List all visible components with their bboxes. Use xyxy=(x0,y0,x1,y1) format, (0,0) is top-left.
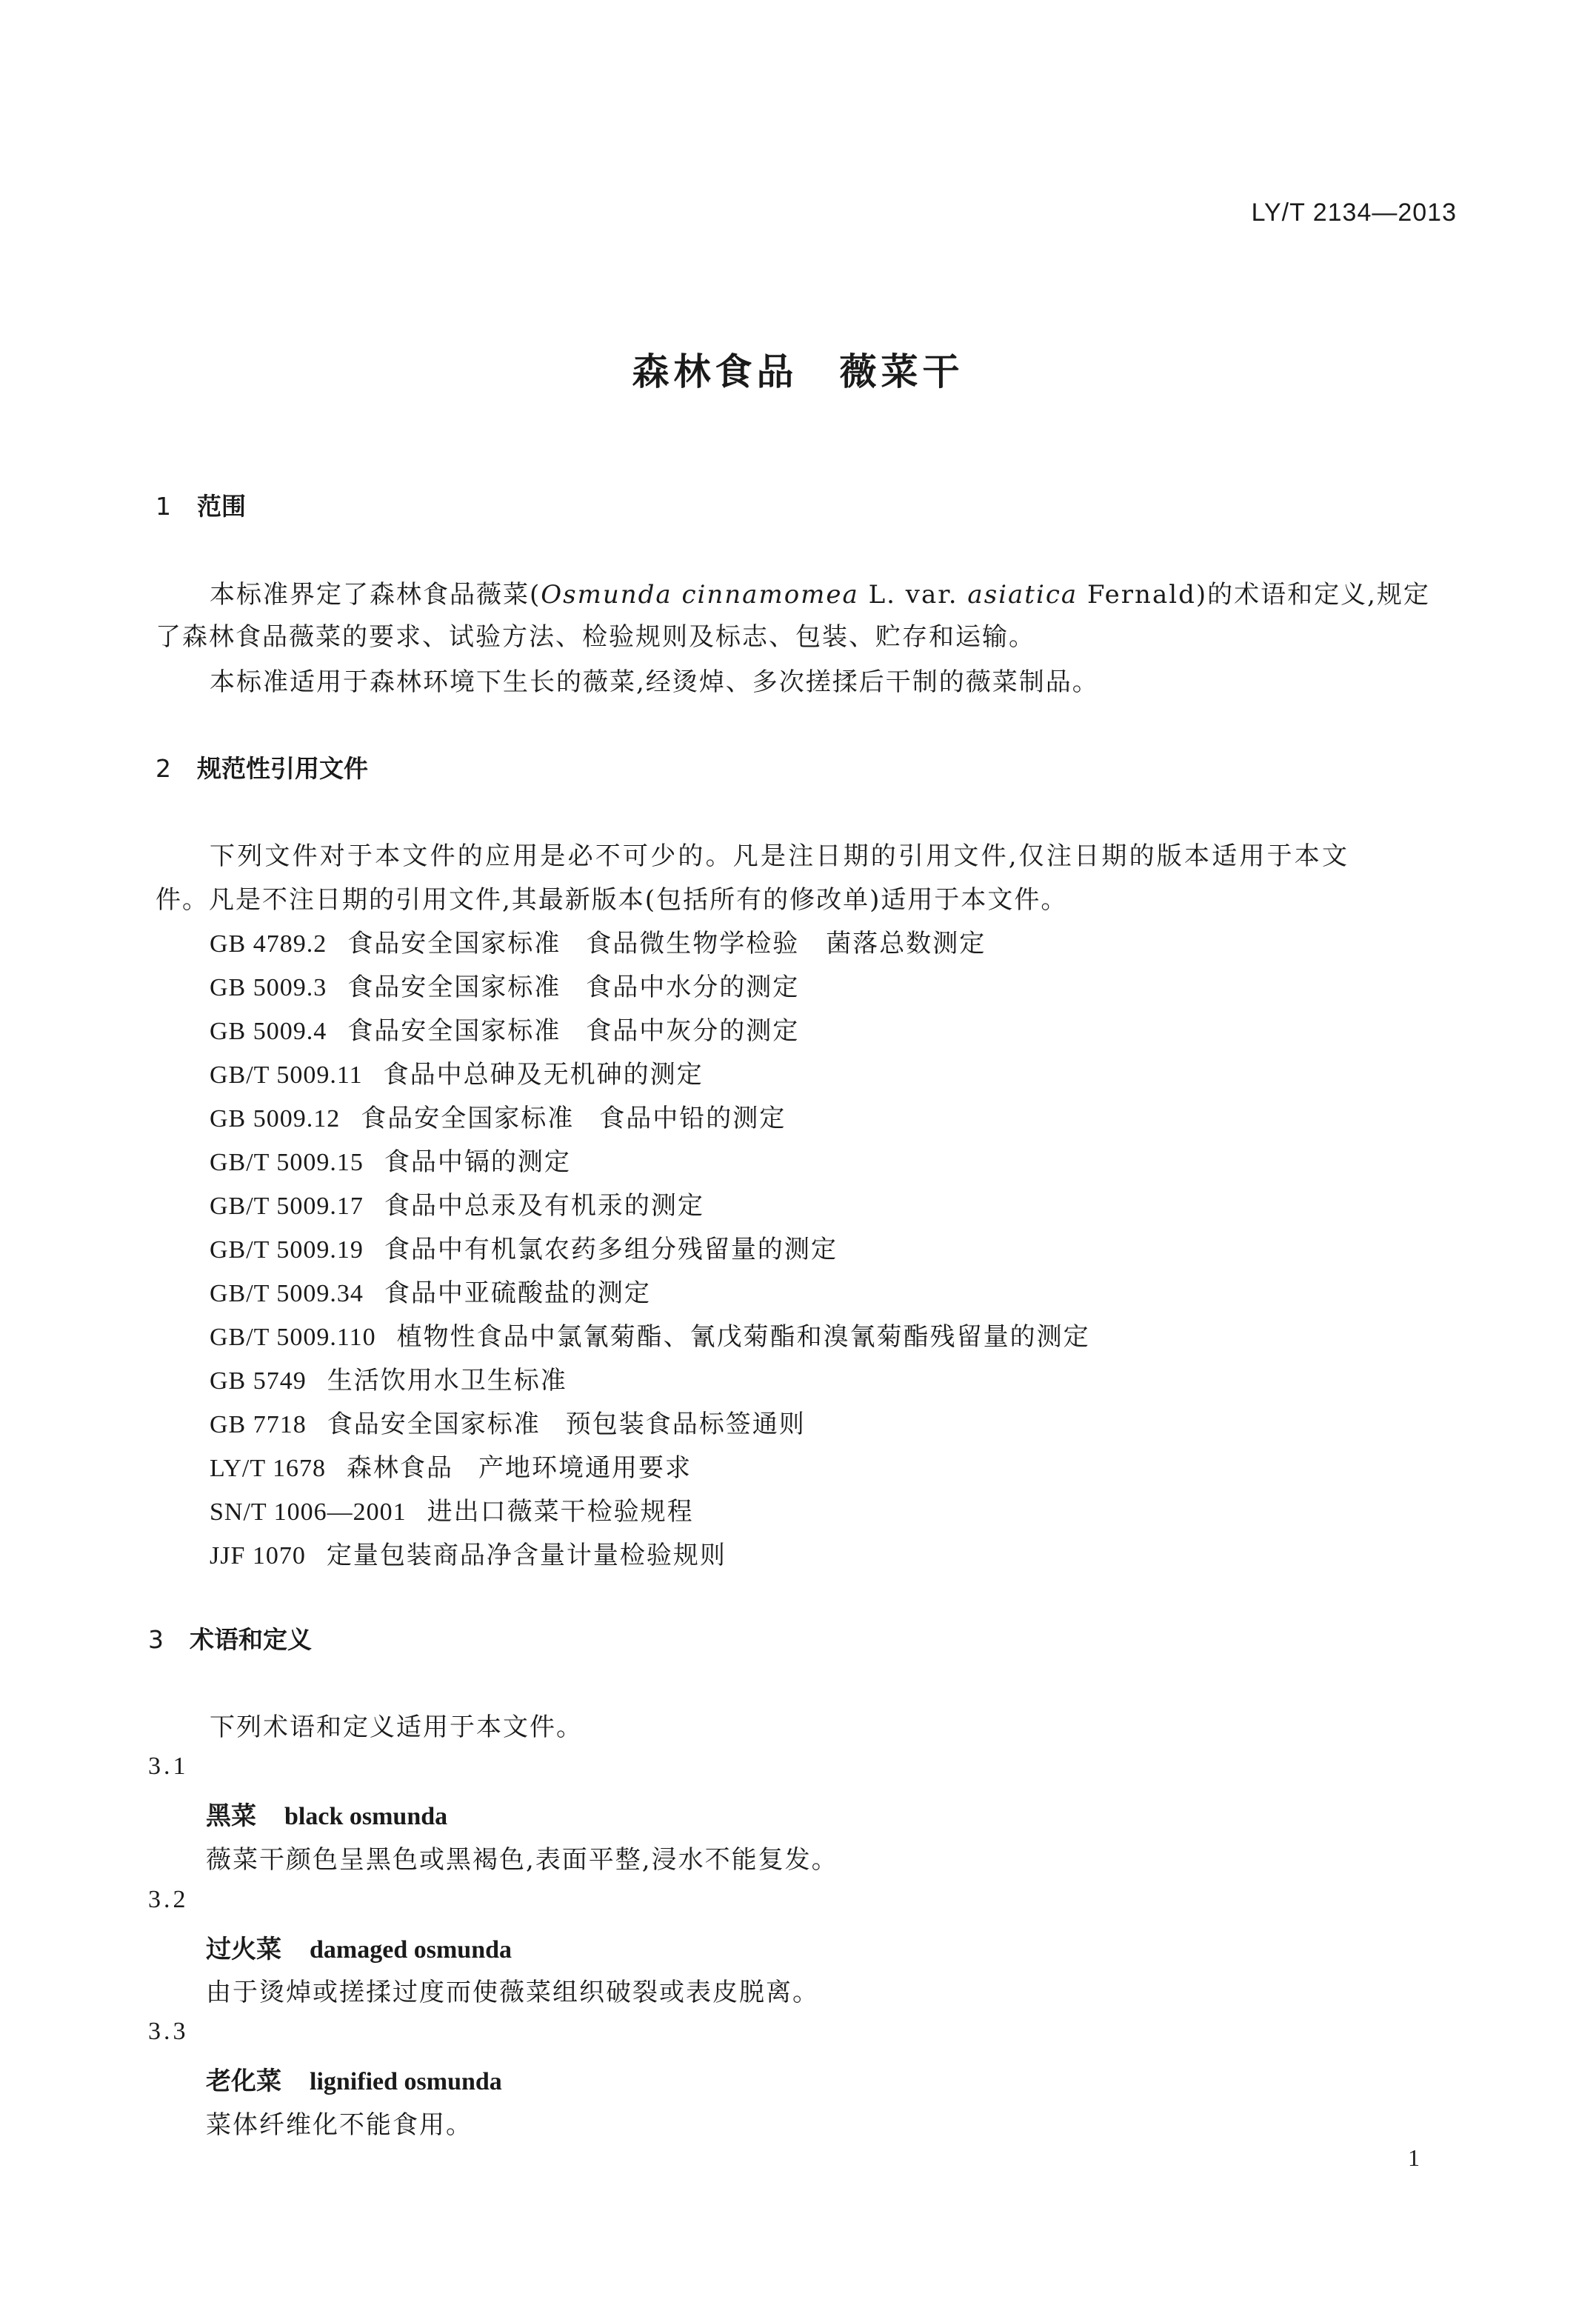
term-chinese: 黑菜 xyxy=(206,1801,256,1831)
reference-title: 食品中亚硫酸盐的测定 xyxy=(384,1278,651,1308)
reference-title: 食品安全国家标准 xyxy=(347,929,561,958)
latin-variety: asiatica xyxy=(967,580,1078,610)
reference-code: GB/T 5009.34 xyxy=(210,1280,364,1307)
reference-item xyxy=(210,1229,838,1265)
reference-code: GB/T 5009.110 xyxy=(210,1324,376,1351)
reference-title: 食品安全国家标准 xyxy=(347,973,561,1002)
term-english: lignified osmunda xyxy=(310,2068,502,2095)
reference-code: GB 5009.3 xyxy=(210,974,327,1001)
reference-title: 进出口薇菜干检验规程 xyxy=(427,1497,694,1527)
section-2-heading xyxy=(156,750,368,784)
reference-code: GB 7718 xyxy=(210,1411,307,1438)
term-definition: 菜体纤维化不能食用。 xyxy=(206,2110,473,2140)
reference-item xyxy=(210,1141,571,1178)
term-definition: 薇菜干颜色呈黑色或黑褐色,表面平整,浸水不能复发。 xyxy=(206,1845,838,1875)
reference-code: GB 5009.4 xyxy=(210,1018,327,1045)
reference-title: 食品中总汞及有机汞的测定 xyxy=(384,1191,704,1221)
reference-title: 食品中总砷及无机砷的测定 xyxy=(383,1060,704,1090)
reference-subtitle: 食品中灰分的测定 xyxy=(586,1016,800,1046)
references-intro-line-2: 件。凡是不注日期的引用文件,其最新版本(包括所有的修改单)适用于本文件。 xyxy=(156,885,1068,915)
title-part2: 薇菜干 xyxy=(839,350,964,393)
reference-subtitle: 预包装食品标签通则 xyxy=(565,1410,806,1439)
reference-item xyxy=(210,967,799,1003)
reference-subtitle: 食品微生物学检验 菌落总数测定 xyxy=(586,929,986,958)
reference-item xyxy=(210,1447,692,1484)
scope-text: L. var. xyxy=(858,580,968,610)
scope-text: 本标准界定了森林食品薇菜( xyxy=(210,580,541,610)
section-number: 2 xyxy=(156,754,171,783)
scope-paragraph-2: 本标准适用于森林环境下生长的薇菜,经烫焯、多次搓揉后干制的薇菜制品。 xyxy=(210,667,1099,697)
section-number: 1 xyxy=(156,492,171,521)
reference-item xyxy=(210,1010,799,1047)
reference-subtitle: 食品中水分的测定 xyxy=(586,973,800,1002)
reference-title: 食品安全国家标准 xyxy=(327,1410,541,1439)
reference-code: GB/T 5009.17 xyxy=(210,1193,364,1220)
standard-number: LY/T 2134—2013 xyxy=(1251,199,1457,227)
term-number: 3.2 xyxy=(148,1886,189,1913)
reference-code: LY/T 1678 xyxy=(210,1455,327,1482)
reference-title: 食品中镉的测定 xyxy=(384,1147,571,1177)
reference-code: JJF 1070 xyxy=(210,1542,306,1570)
reference-item xyxy=(210,1360,567,1396)
section-3-heading xyxy=(148,1621,312,1655)
reference-title: 植物性食品中氯氰菊酯、氰戊菊酯和溴氰菊酯残留量的测定 xyxy=(396,1322,1090,1352)
term-chinese: 老化菜 xyxy=(206,2067,281,2096)
reference-item xyxy=(210,1404,806,1440)
latin-genus: Osmunda cinnamomea xyxy=(541,580,859,610)
reference-item xyxy=(210,1098,786,1134)
reference-code: GB 4789.2 xyxy=(210,930,327,958)
reference-title: 森林食品 xyxy=(347,1453,454,1483)
reference-code: SN/T 1006—2001 xyxy=(210,1498,407,1526)
scope-paragraph-1-line-1 xyxy=(210,574,1430,610)
term-number: 3.3 xyxy=(148,2018,189,2045)
term-entry xyxy=(206,2061,502,2097)
reference-item xyxy=(210,923,986,959)
reference-item xyxy=(210,1491,694,1527)
terms-intro: 下列术语和定义适用于本文件。 xyxy=(210,1712,583,1742)
term-entry xyxy=(206,1929,512,1965)
section-title: 范围 xyxy=(197,492,246,521)
reference-code: GB 5009.12 xyxy=(210,1105,341,1133)
term-entry xyxy=(206,1795,447,1832)
section-title: 术语和定义 xyxy=(190,1625,312,1654)
scope-paragraph-1-line-2: 了森林食品薇菜的要求、试验方法、检验规则及标志、包装、贮存和运输。 xyxy=(156,622,1035,652)
section-number: 3 xyxy=(148,1625,164,1654)
title-part1: 森林食品 xyxy=(632,350,798,393)
reference-code: GB/T 5009.11 xyxy=(210,1061,363,1089)
term-english: damaged osmunda xyxy=(310,1936,512,1964)
reference-title: 食品中有机氯农药多组分残留量的测定 xyxy=(384,1235,838,1264)
reference-subtitle: 产地环境通用要求 xyxy=(478,1453,692,1483)
reference-subtitle: 食品中铅的测定 xyxy=(599,1104,787,1133)
term-english: black osmunda xyxy=(284,1803,448,1830)
reference-code: GB/T 5009.15 xyxy=(210,1149,364,1176)
reference-title: 食品安全国家标准 xyxy=(347,1016,561,1046)
references-intro-line-1: 下列文件对于本文件的应用是必不可少的。凡是注日期的引用文件,仅注日期的版本适用于本文 xyxy=(210,841,1350,871)
page-number: 1 xyxy=(1408,2144,1420,2171)
reference-code: GB 5749 xyxy=(210,1367,307,1395)
document-title xyxy=(0,342,1596,396)
reference-item xyxy=(210,1535,727,1571)
term-definition: 由于烫焯或搓揉过度而使薇菜组织破裂或表皮脱离。 xyxy=(206,1978,819,2007)
reference-title: 定量包装商品净含量计量检验规则 xyxy=(326,1541,727,1570)
reference-code: GB/T 5009.19 xyxy=(210,1236,364,1264)
reference-title: 食品安全国家标准 xyxy=(361,1104,575,1133)
scope-text: Fernald)的术语和定义,规定 xyxy=(1078,580,1430,610)
reference-item xyxy=(210,1185,704,1221)
reference-item xyxy=(210,1273,651,1309)
section-1-heading xyxy=(156,487,246,522)
reference-title: 生活饮用水卫生标准 xyxy=(327,1366,567,1395)
term-number: 3.1 xyxy=(148,1752,189,1780)
term-chinese: 过火菜 xyxy=(206,1935,281,1964)
reference-item xyxy=(210,1054,704,1090)
reference-item xyxy=(210,1316,1090,1353)
section-title: 规范性引用文件 xyxy=(197,754,368,783)
